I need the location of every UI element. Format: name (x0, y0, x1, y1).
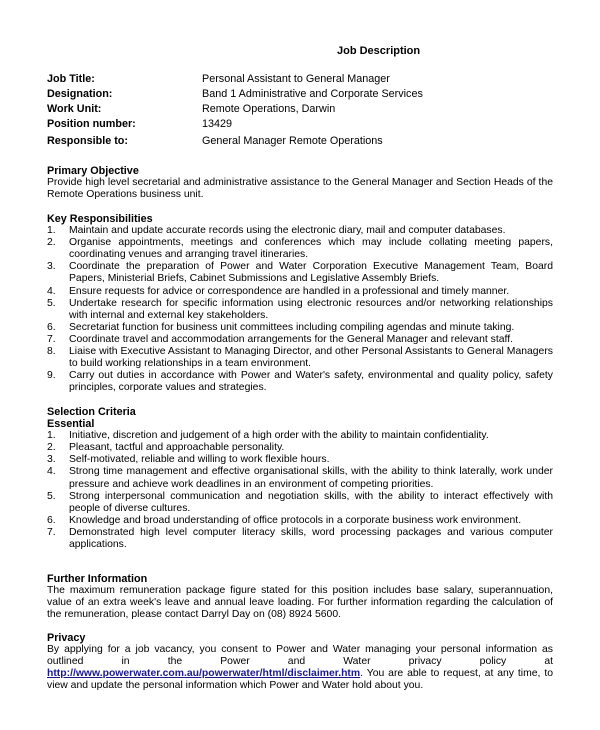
item-number: 4. (47, 285, 56, 297)
item-text: Strong time management and effective organisational skills, with the ability to think laterally, work under pressure and achieve work deadlines in an environment of competing priorities. (69, 466, 553, 490)
list-item (47, 370, 553, 394)
list-item (47, 334, 553, 346)
meta-row-designation (47, 87, 423, 102)
item-number: 7. (47, 333, 56, 345)
section-heading: Primary Objective (47, 165, 139, 177)
meta-label: Work Unit: (47, 103, 102, 115)
item-text: Coordinate the preparation of Power and Water Corporation Executive Management Team, Board Papers, Ministerial Briefs, Cabinet Submissions and Legislative Assembly Briefs. (69, 261, 553, 285)
section-heading: Further Information (47, 573, 148, 585)
list-item (47, 491, 553, 515)
meta-label: Designation: (47, 88, 113, 100)
privacy-text-after: . You are able to request, at any time, to view and update the personal information which Power and Water hold about you. (47, 668, 553, 692)
item-text: Carry out duties in accordance with Power and Water's safety, environmental and quality policy, safety principles, corporate values and strategies. (69, 370, 553, 394)
item-text: Maintain and update accurate records using the electronic diary, mail and computer databases. (69, 225, 506, 237)
item-number: 4. (47, 466, 56, 478)
item-text: Organise appointments, meetings and conferences which may include collating meeting papers, coordinating venues and arranging travel itineraries. (69, 237, 553, 261)
list-item (47, 430, 553, 442)
list-item (47, 237, 553, 261)
item-text: Liaise with Executive Assistant to Managing Director, and other Personal Assistants to General Managers to build working relationships in a team environment. (69, 346, 553, 370)
meta-label: Job Title: (47, 73, 95, 85)
meta-row-work-unit (47, 102, 423, 117)
item-number: 3. (47, 454, 56, 466)
list-item (47, 261, 553, 285)
meta-value: General Manager Remote Operations (202, 135, 383, 147)
section-subheading: Essential (47, 418, 95, 431)
primary-objective-section (47, 165, 553, 201)
meta-row-responsible-to (47, 134, 423, 149)
criteria-list (47, 430, 553, 551)
privacy-text-before: By applying for a job vacancy, you consent to Power and Water managing your personal information as outlined in the Power and Water privacy policy at (47, 644, 553, 668)
item-text: Strong interpersonal communication and negotiation skills, with the ability to interact effectively with people of diverse cultures. (69, 490, 553, 514)
meta-value: Personal Assistant to General Manager (202, 73, 390, 85)
meta-label: Responsible to: (47, 135, 128, 147)
further-information-section (47, 573, 553, 621)
meta-value: Remote Operations, Darwin (202, 103, 336, 115)
item-number: 1. (47, 430, 56, 442)
list-item (47, 515, 553, 527)
section-text (47, 644, 553, 692)
privacy-section (47, 632, 553, 692)
meta-row-position-number (47, 117, 423, 132)
meta-value: 13429 (202, 118, 233, 130)
item-number: 7. (47, 526, 56, 538)
key-responsibilities-section (47, 213, 553, 394)
item-number: 1. (47, 225, 56, 237)
document-title: Job Description (337, 45, 421, 57)
section-heading: Key Responsibilities (47, 213, 153, 225)
section-text: Provide high level secretarial and administrative assistance to the General Manager and Section Heads of the Remote Operations business unit. (47, 177, 553, 201)
list-item (47, 225, 553, 237)
item-number: 3. (47, 261, 56, 273)
item-text: Self-motivated, reliable and willing to work flexible hours. (69, 454, 330, 466)
item-number: 8. (47, 346, 56, 358)
section-heading: Privacy (47, 632, 86, 644)
item-number: 6. (47, 514, 56, 526)
list-item (47, 527, 553, 551)
list-item (47, 346, 553, 370)
item-text: Ensure requests for advice or correspondence are handled in a professional and timely manner. (69, 285, 510, 297)
list-item (47, 442, 553, 454)
list-item (47, 466, 553, 490)
item-text: Demonstrated high level computer literacy skills, word processing packages and various computer applications. (69, 526, 553, 551)
meta-label: Position number: (47, 118, 136, 130)
item-number: 6. (47, 321, 56, 333)
item-text: Knowledge and broad understanding of office protocols in a corporate business work environment. (69, 514, 522, 526)
list-item (47, 286, 553, 298)
item-text: Undertake research for specific information using electronic resources and/or networking relationships with internal and external key stakeholders. (69, 297, 553, 321)
section-heading: Selection Criteria (47, 406, 136, 418)
position-details (47, 72, 423, 149)
item-text: Pleasant, tactful and approachable personality. (69, 442, 285, 454)
item-number: 9. (47, 370, 56, 382)
item-text: Secretariat function for business unit committees including compiling agendas and minute taking. (69, 321, 515, 333)
item-number: 5. (47, 297, 56, 309)
privacy-policy-link[interactable]: http://www.powerwater.com.au/powerwater/html/disclaimer.htm (47, 668, 361, 680)
list-item (47, 454, 553, 466)
meta-row-job-title (47, 72, 423, 87)
selection-criteria-section (47, 406, 553, 551)
meta-value: Band 1 Administrative and Corporate Services (202, 88, 423, 100)
list-item (47, 322, 553, 334)
responsibilities-list (47, 225, 553, 394)
item-number: 2. (47, 237, 56, 249)
item-number: 5. (47, 490, 56, 502)
item-text: Initiative, discretion and judgement of a high order with the ability to maintain confidentiality. (69, 430, 489, 442)
section-text: The maximum remuneration package figure stated for this position includes base salary, superannuation, value of an extra week's leave and annual leave loading. For further information regarding the calculation of the remuneration, please contact Darryl Day on (08) 8924 5600. (47, 585, 553, 621)
list-item (47, 298, 553, 322)
item-text: Coordinate travel and accommodation arrangements for the General Manager and relevant staff. (69, 333, 513, 345)
item-number: 2. (47, 442, 56, 454)
